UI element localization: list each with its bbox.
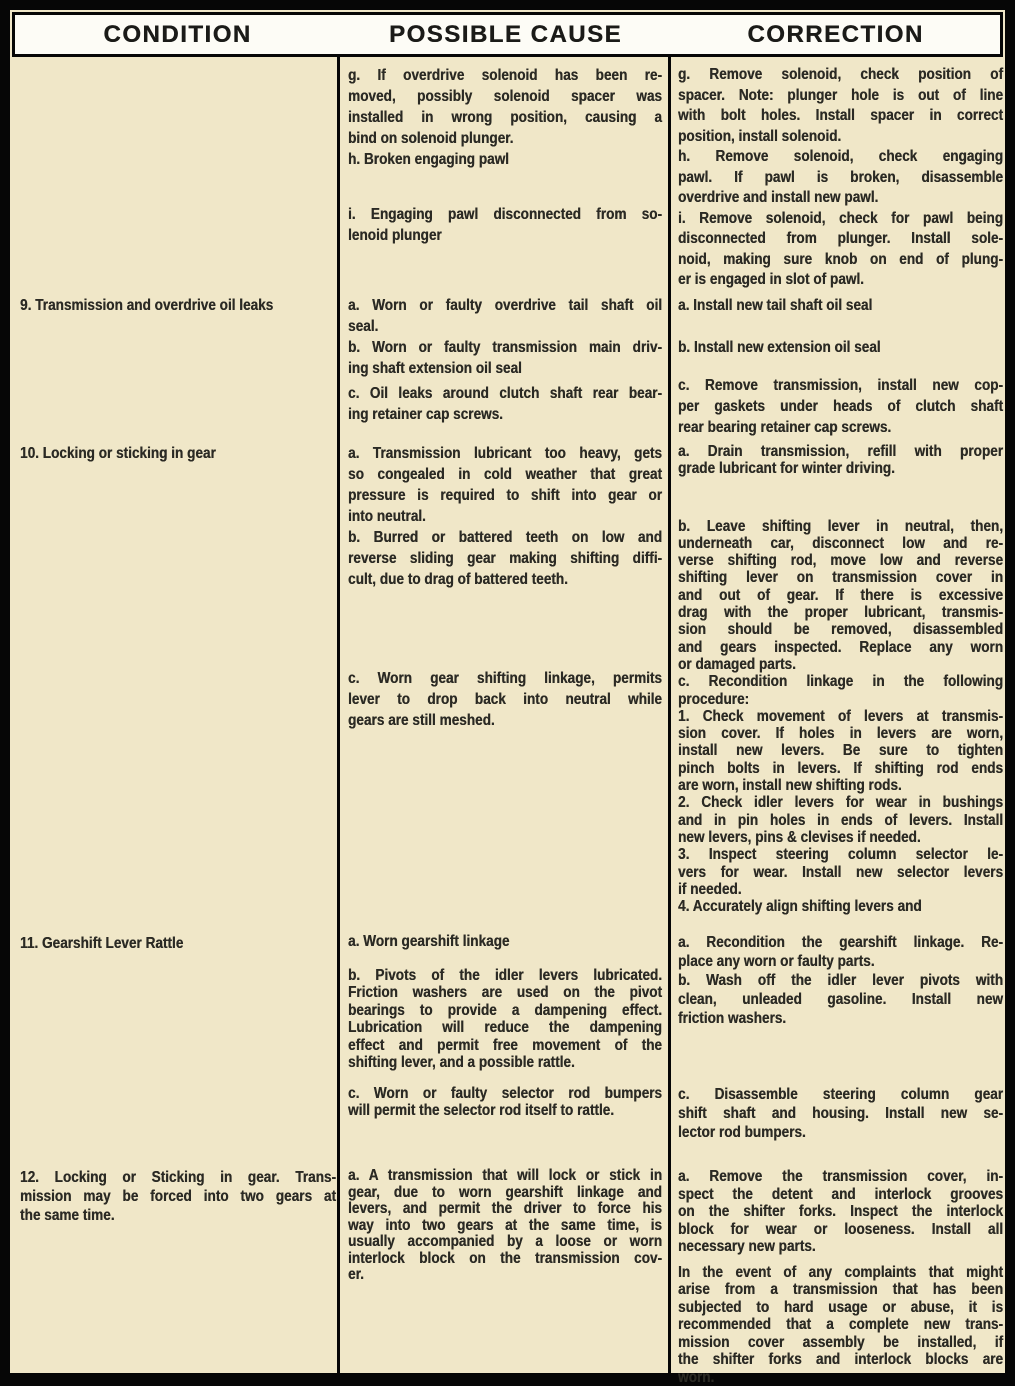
table-header [12, 12, 1003, 57]
text-line: 2. Check idler levers for wear in bushings [678, 794, 1003, 811]
text-line: cult, due to drag of battered teeth. [348, 569, 662, 590]
text-line: sion cover. If holes in levers are worn, [678, 725, 1003, 742]
text-line: gears are still meshed. [348, 710, 662, 731]
text-line: sion should be removed, disassembled [678, 621, 1003, 638]
paragraph [678, 933, 1003, 971]
text-line: on the shifter forks. Inspect the interlock [678, 1203, 1003, 1221]
paragraph [678, 443, 1003, 478]
text-line: arise from a transmission that has been [678, 1281, 1003, 1299]
text-line: rear bearing retainer cap screws. [678, 417, 1003, 438]
paragraph [348, 668, 662, 731]
text-line: overdrive and install new pawl. [678, 188, 1003, 209]
text-line: i. Remove solenoid, check for pawl being [678, 209, 1003, 230]
text-line: c. Disassemble steering column gear [678, 1085, 1003, 1104]
text-line: gear, due to worn gearshift linkage and [348, 1185, 662, 1202]
text-line: and gears inspected. Replace any worn [678, 639, 1003, 656]
cell-text [348, 443, 662, 731]
cell-text [678, 295, 1003, 438]
text-line: position, install solenoid. [678, 127, 1003, 148]
text-line: the same time. [20, 1206, 336, 1225]
text-line: c. Worn gear shifting linkage, permits [348, 668, 662, 689]
paragraph [678, 337, 1003, 358]
text-line: a. Worn gearshift linkage [348, 933, 662, 951]
column-divider-2 [668, 57, 671, 1373]
text-line: will permit the selector rod itself to rattle. [348, 1102, 662, 1120]
text-line: bind on solenoid plunger. [348, 128, 662, 149]
text-line: install new levers. Be sure to tighten [678, 742, 1003, 759]
row-overdrive-continued-corrections-cell [678, 65, 1003, 291]
paragraph [678, 518, 1003, 674]
row-10-locking-or-sticking-in-gear-causes-cell [348, 443, 662, 731]
text-line: a. Install new tail shaft oil seal [678, 295, 1003, 316]
paragraph [678, 673, 1003, 708]
paragraph [678, 898, 1003, 915]
row-11-gearshift-lever-rattle-corrections-cell [678, 933, 1003, 1142]
text-line: interlock block on the transmission cov- [348, 1251, 662, 1268]
paragraph [20, 933, 336, 954]
text-line: or damaged parts. [678, 656, 1003, 673]
text-line: per gaskets under heads of clutch shaft [678, 396, 1003, 417]
row-12-locking-two-gears-causes-cell [348, 1168, 662, 1284]
text-line: 1. Check movement of levers at transmis- [678, 708, 1003, 725]
text-line: b. Burred or battered teeth on low and [348, 527, 662, 548]
text-line: the shifter forks and interlock blocks are [678, 1351, 1003, 1369]
paragraph [348, 443, 662, 527]
text-line: with bolt holes. Install spacer in correct [678, 106, 1003, 127]
text-line: 4. Accurately align shifting levers and [678, 898, 1003, 915]
paragraph [20, 1168, 336, 1225]
text-line: b. Wash off the idler lever pivots with [678, 971, 1003, 990]
text-line: worn. [678, 1369, 1003, 1386]
page [10, 10, 1005, 1373]
text-line: pinch bolts in levers. If shifting rod ends [678, 760, 1003, 777]
text-line: effect and permit free movement of the [348, 1037, 662, 1055]
column-divider-1 [337, 57, 340, 1373]
text-line: and in pin holes in ends of levers. Install [678, 812, 1003, 829]
text-line: lever to drop back into neutral while [348, 689, 662, 710]
paragraph [20, 295, 336, 316]
cell-text [348, 933, 662, 1120]
text-line: 12. Locking or Sticking in gear. Trans- [20, 1168, 336, 1187]
text-line: block for wear or looseness. Install all [678, 1221, 1003, 1239]
text-line: into neutral. [348, 506, 662, 527]
cell-text [20, 295, 336, 316]
text-line: b. Install new extension oil seal [678, 337, 1003, 358]
text-line: clean, unleaded gasoline. Install new [678, 990, 1003, 1009]
text-line: recommended that a complete new trans- [678, 1316, 1003, 1334]
paragraph [678, 708, 1003, 794]
row-10-locking-or-sticking-in-gear-condition-cell [20, 443, 336, 464]
text-line: a. Worn or faulty overdrive tail shaft oil [348, 295, 662, 316]
text-line: c. Oil leaks around clutch shaft rear bear- [348, 383, 662, 404]
text-line: shifting lever on transmission cover in [678, 569, 1003, 586]
paragraph [348, 967, 662, 1072]
text-line: g. Remove solenoid, check position of [678, 65, 1003, 86]
text-line: necessary new parts. [678, 1238, 1003, 1256]
text-line: friction washers. [678, 1009, 1003, 1028]
text-line: place any worn or faulty parts. [678, 952, 1003, 971]
text-line: verse shifting rod, move low and reverse [678, 552, 1003, 569]
paragraph [678, 1085, 1003, 1142]
text-line: subjected to hard usage or abuse, it is [678, 1299, 1003, 1317]
paragraph [20, 443, 336, 464]
text-line: er. [348, 1267, 662, 1284]
paragraph [348, 1168, 662, 1284]
text-line: vers for wear. Install new selector levers [678, 864, 1003, 881]
paragraph [678, 794, 1003, 846]
paragraph [348, 383, 662, 425]
text-line: lenoid plunger [348, 225, 662, 246]
text-line: 10. Locking or sticking in gear [20, 443, 336, 464]
text-line: moved, possibly solenoid spacer was [348, 86, 662, 107]
paragraph [678, 209, 1003, 291]
cell-text [678, 65, 1003, 291]
text-line: c. Remove transmission, install new cop- [678, 375, 1003, 396]
paragraph [348, 204, 662, 246]
row-11-gearshift-lever-rattle-condition-cell [20, 933, 336, 954]
text-line: shifting lever, and a possible rattle. [348, 1054, 662, 1072]
text-line: new levers, pins & clevises if needed. [678, 829, 1003, 846]
text-line: so congealed in cold weather that great [348, 464, 662, 485]
text-line: installed in wrong position, causing a [348, 107, 662, 128]
text-line: Lubrication will reduce the dampening [348, 1019, 662, 1037]
column-header-condition: CONDITION [15, 21, 340, 49]
cell-text [678, 933, 1003, 1142]
text-line: way into two gears at the same time, is [348, 1218, 662, 1235]
text-line: c. Worn or faulty selector rod bumpers [348, 1085, 662, 1103]
text-line: ing shaft extension oil seal [348, 358, 662, 379]
text-line: h. Remove solenoid, check engaging [678, 147, 1003, 168]
text-line: usually accompanied by a loose or worn [348, 1234, 662, 1251]
paragraph [348, 337, 662, 379]
text-line: 3. Inspect steering column selector le- [678, 846, 1003, 863]
column-header-correction: CORRECTION [671, 21, 1000, 49]
cell-text [20, 1168, 336, 1225]
text-line: bearings to provide a dampening effect. [348, 1002, 662, 1020]
paragraph [678, 65, 1003, 147]
cell-text [20, 933, 336, 954]
cell-text [678, 1168, 1003, 1386]
paragraph [348, 295, 662, 337]
text-line: h. Broken engaging pawl [348, 149, 662, 170]
cell-text [348, 295, 662, 425]
text-line: underneath car, disconnect low and re- [678, 535, 1003, 552]
paragraph [678, 1168, 1003, 1256]
text-line: 11. Gearshift Lever Rattle [20, 933, 336, 954]
text-line: pressure is required to shift into gear or [348, 485, 662, 506]
text-line: are worn, install new shifting rods. [678, 777, 1003, 794]
cell-text [348, 1168, 662, 1284]
paragraph [348, 149, 662, 170]
cell-text [678, 443, 1003, 915]
text-line: b. Pivots of the idler levers lubricated. [348, 967, 662, 985]
text-line: i. Engaging pawl disconnected from so- [348, 204, 662, 225]
text-line: a. Transmission lubricant too heavy, gets [348, 443, 662, 464]
text-line: and out of gear. If there is excessive [678, 587, 1003, 604]
row-12-locking-two-gears-condition-cell [20, 1168, 336, 1225]
paragraph [348, 65, 662, 149]
text-line: disconnected from plunger. Install sole- [678, 229, 1003, 250]
text-line: Friction washers are used on the pivot [348, 984, 662, 1002]
paragraph [348, 933, 662, 951]
text-line: levers, and permit the driver to force his [348, 1201, 662, 1218]
text-line: shift shaft and housing. Install new se- [678, 1104, 1003, 1123]
text-line: procedure: [678, 691, 1003, 708]
text-line: lector rod bumpers. [678, 1123, 1003, 1142]
text-line: a. Drain transmission, refill with proper [678, 443, 1003, 460]
row-9-oil-leaks-corrections-cell [678, 295, 1003, 438]
text-line: if needed. [678, 881, 1003, 898]
row-9-oil-leaks-causes-cell [348, 295, 662, 425]
text-line: a. Remove the transmission cover, in- [678, 1168, 1003, 1186]
paragraph [678, 375, 1003, 438]
row-overdrive-continued-causes-cell [348, 65, 662, 246]
text-line: a. A transmission that will lock or stick in [348, 1168, 662, 1185]
row-9-oil-leaks-condition-cell [20, 295, 336, 316]
paragraph [348, 527, 662, 590]
text-line: 9. Transmission and overdrive oil leaks [20, 295, 336, 316]
text-line: b. Leave shifting lever in neutral, then, [678, 518, 1003, 535]
paragraph [678, 147, 1003, 209]
text-line: spacer. Note: plunger hole is out of line [678, 86, 1003, 107]
paragraph [678, 1264, 1003, 1386]
text-line: noid, making sure knob on end of plung- [678, 250, 1003, 271]
text-line: grade lubricant for winter driving. [678, 460, 1003, 477]
text-line: spect the detent and interlock grooves [678, 1186, 1003, 1204]
row-12-locking-two-gears-corrections-cell [678, 1168, 1003, 1386]
paragraph [678, 295, 1003, 316]
paragraph [348, 1085, 662, 1120]
text-line: er is engaged in slot of pawl. [678, 270, 1003, 291]
text-line: c. Recondition linkage in the following [678, 673, 1003, 690]
text-line: b. Worn or faulty transmission main driv- [348, 337, 662, 358]
table-grid [10, 57, 1005, 1373]
paragraph [678, 846, 1003, 898]
text-line: ing retainer cap screws. [348, 404, 662, 425]
text-line: g. If overdrive solenoid has been re- [348, 65, 662, 86]
text-line: pawl. If pawl is broken, disassemble [678, 168, 1003, 189]
paragraph [678, 971, 1003, 1028]
text-line: reverse sliding gear making shifting diffi- [348, 548, 662, 569]
cell-text [20, 443, 336, 464]
text-line: mission cover assembly be installed, if [678, 1334, 1003, 1352]
text-line: mission may be forced into two gears at [20, 1187, 336, 1206]
text-line: drag with the proper lubricant, transmis- [678, 604, 1003, 621]
text-line: In the event of any complaints that might [678, 1264, 1003, 1282]
cell-text [348, 65, 662, 246]
row-10-locking-or-sticking-in-gear-corrections-cell [678, 443, 1003, 915]
row-11-gearshift-lever-rattle-causes-cell [348, 933, 662, 1120]
text-line: a. Recondition the gearshift linkage. Re- [678, 933, 1003, 952]
column-header-possible-cause: POSSIBLE CAUSE [340, 21, 671, 49]
text-line: seal. [348, 316, 662, 337]
